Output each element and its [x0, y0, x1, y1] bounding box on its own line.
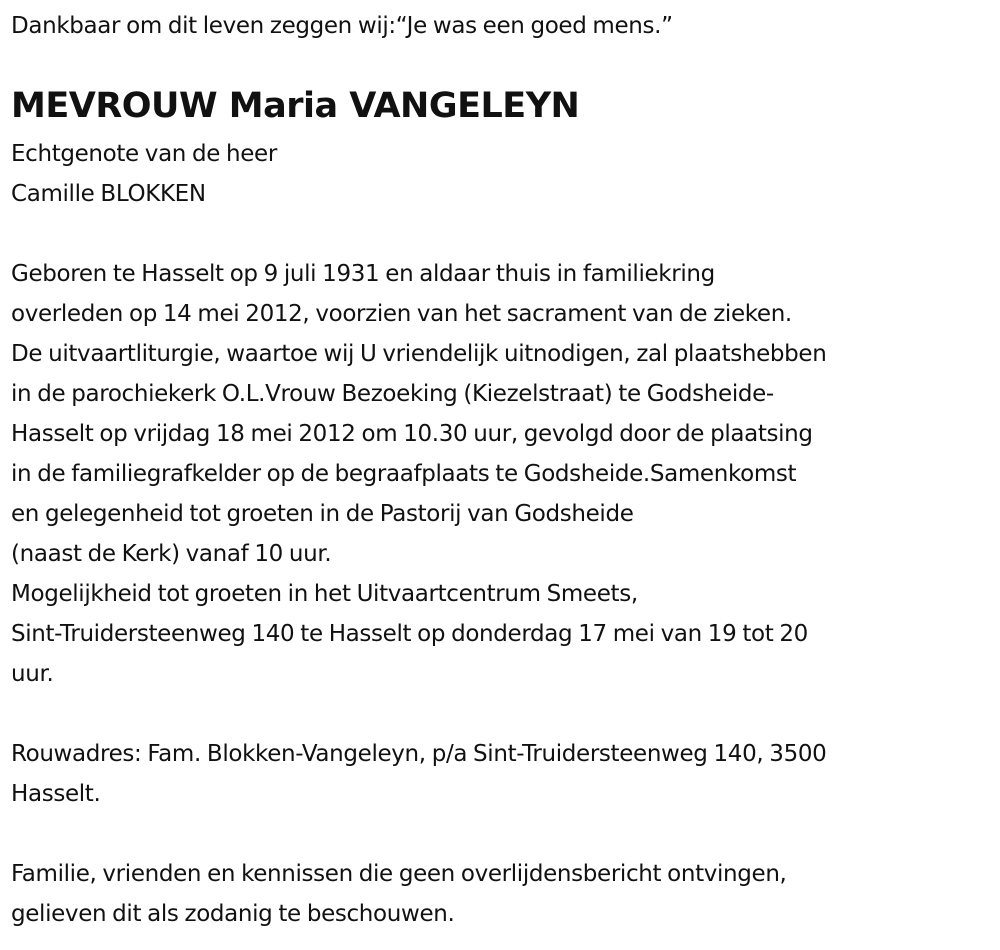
- closing-line: Familie, vrienden en kennissen die geen overlijdensbericht ontvingen,: [11, 861, 787, 887]
- details-line: Geboren te Hasselt op 9 juli 1931 en aldaar thuis in familiekring: [11, 261, 715, 287]
- details-line: (naast de Kerk) vanaf 10 uur.: [11, 541, 332, 567]
- address-line: Hasselt.: [11, 781, 101, 807]
- details-line: uur.: [11, 661, 54, 687]
- mourning-address-section: [11, 734, 826, 814]
- intro-quote: Dankbaar om dit leven zeggen wij:“Je was een goed mens.”: [11, 13, 673, 39]
- spouse-section: [11, 134, 277, 214]
- details-line: overleden op 14 mei 2012, voorzien van het sacrament van de zieken.: [11, 301, 792, 327]
- details-line: in de familiegrafkelder op de begraafplaats te Godsheide.Samenkomst: [11, 461, 797, 487]
- address-line: Rouwadres: Fam. Blokken-Vangeleyn, p/a Sint-Truidersteenweg 140, 3500: [11, 741, 827, 767]
- details-section: [11, 254, 826, 694]
- spouse-line: Echtgenote van de heer: [11, 141, 277, 167]
- closing-line: gelieven dit als zodanig te beschouwen.: [11, 901, 455, 927]
- details-line: en gelegenheid tot groeten in de Pastorij van Godsheide: [11, 501, 634, 527]
- details-line: Mogelijkheid tot groeten in het Uitvaartcentrum Smeets,: [11, 581, 638, 607]
- deceased-name: MEVROUW Maria VANGELEYN: [11, 86, 580, 126]
- details-line: Sint-Truidersteenweg 140 te Hasselt op donderdag 17 mei van 19 tot 20: [11, 621, 808, 647]
- details-line: in de parochiekerk O.L.Vrouw Bezoeking (Kiezelstraat) te Godsheide-: [11, 381, 774, 407]
- closing-section: [11, 854, 787, 934]
- details-line: Hasselt op vrijdag 18 mei 2012 om 10.30 uur, gevolgd door de plaatsing: [11, 421, 813, 447]
- spouse-line: Camille BLOKKEN: [11, 181, 206, 207]
- details-line: De uitvaartliturgie, waartoe wij U vriendelijk uitnodigen, zal plaatshebben: [11, 341, 827, 367]
